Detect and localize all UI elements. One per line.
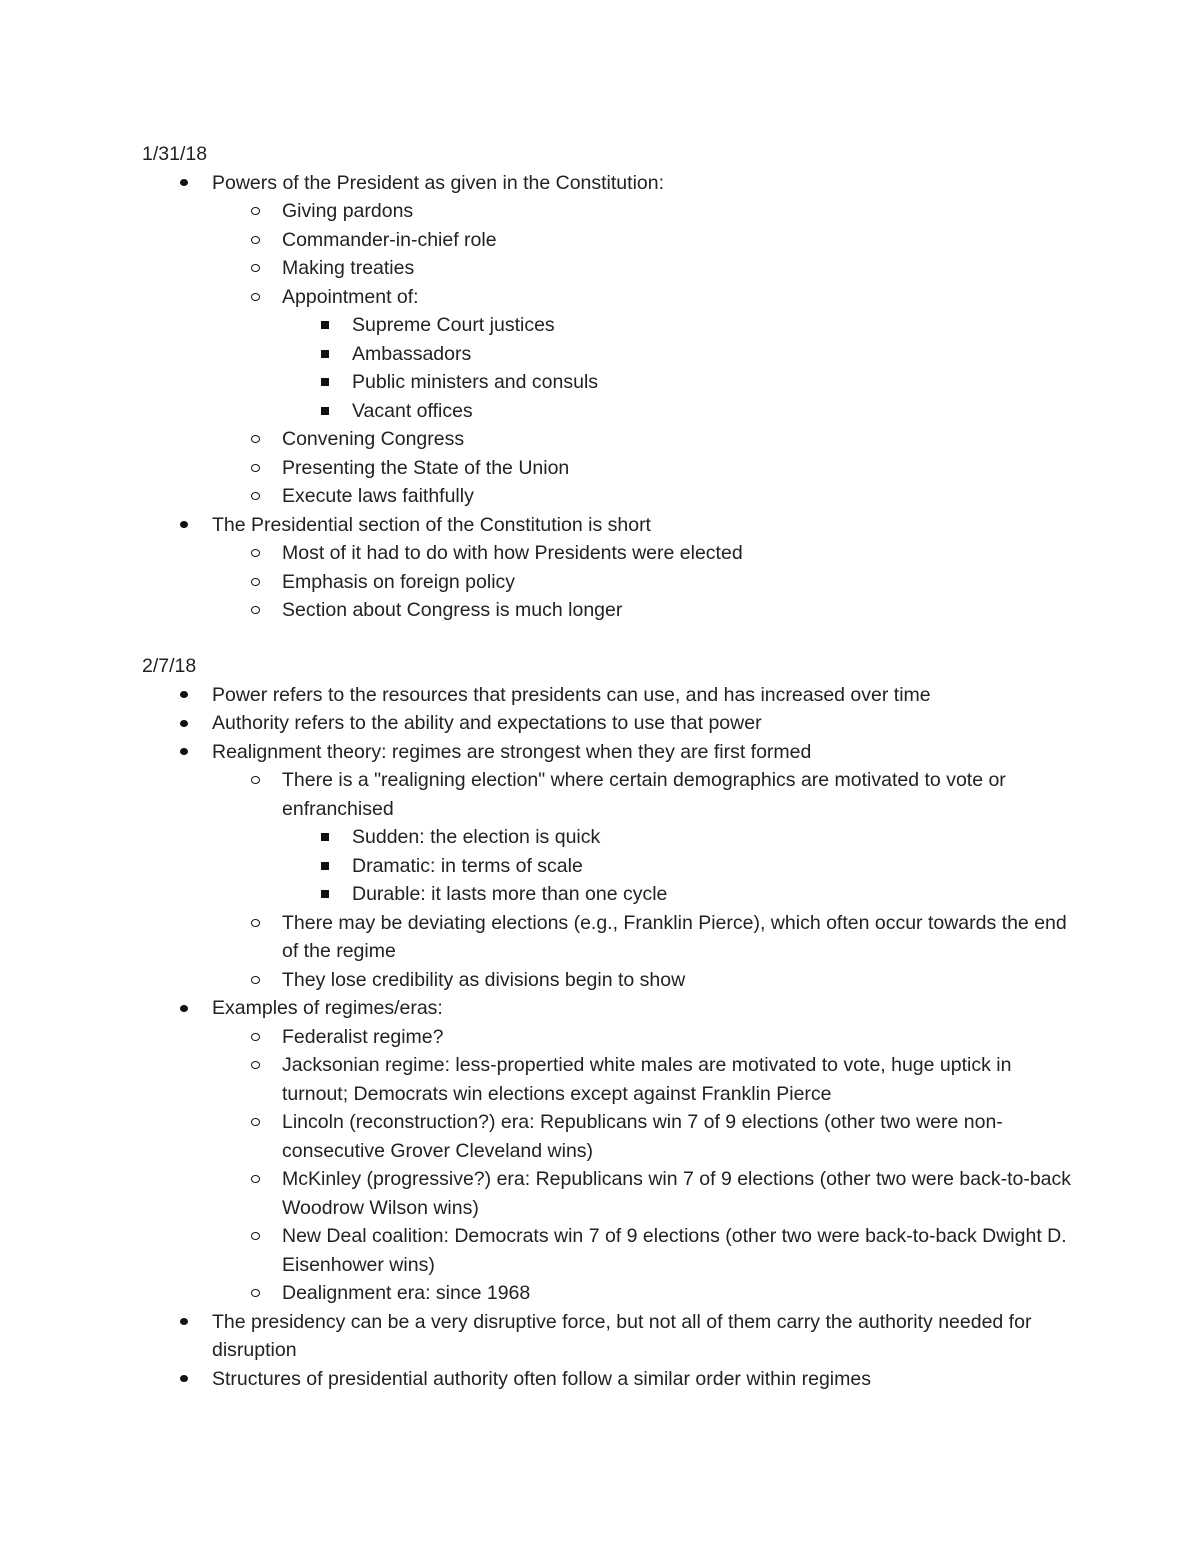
list-item-level-2: [142, 283, 1082, 312]
list-item-text: The Presidential section of the Constitution is short: [212, 513, 651, 536]
filled-square-bullet-icon: [313, 397, 337, 426]
list-item-level-3: [142, 311, 1082, 340]
list-item-level-1: [142, 681, 1082, 710]
list-item-text: Section about Congress is much longer: [282, 599, 623, 621]
list-item-level-3: [142, 880, 1082, 909]
list-item-text: Making treaties: [282, 257, 415, 279]
list-item-level-3: [142, 823, 1082, 852]
hollow-circle-bullet-icon: [243, 425, 267, 454]
filled-disc-bullet-icon: [172, 169, 196, 198]
filled-disc-bullet-icon: [172, 511, 196, 540]
list-item-level-2: [142, 1023, 1082, 1052]
list-item-level-2: [142, 568, 1082, 597]
list-item-text: The presidency can be a very disruptive force, but not all of them carry the authority needed for disruption: [212, 1310, 1032, 1361]
list-item-text: Commander-in-chief role: [282, 228, 497, 251]
list-item-text: Federalist regime?: [282, 1025, 444, 1048]
list-item-text: Examples of regimes/eras:: [212, 997, 443, 1019]
hollow-circle-bullet-icon: [243, 909, 267, 938]
list-item-text: Powers of the President as given in the Constitution:: [212, 171, 665, 194]
list-item-level-2: [142, 1165, 1082, 1222]
list-item-level-2: [142, 1108, 1082, 1165]
list-item-level-3: [142, 340, 1082, 369]
list-item-level-3: [142, 852, 1082, 881]
list-item-text: Sudden: the election is quick: [352, 826, 601, 848]
list-item-level-1: [142, 994, 1082, 1023]
list-item-level-1: [142, 169, 1082, 198]
hollow-circle-bullet-icon: [243, 197, 267, 226]
list-item-level-3: [142, 368, 1082, 397]
hollow-circle-bullet-icon: [243, 539, 267, 568]
list-item-text: Giving pardons: [282, 200, 414, 222]
list-item-level-2: [142, 425, 1082, 454]
filled-disc-bullet-icon: [172, 709, 196, 738]
list-item-level-2: [142, 1222, 1082, 1279]
hollow-circle-bullet-icon: [243, 1023, 267, 1052]
filled-square-bullet-icon: [313, 823, 337, 852]
hollow-circle-bullet-icon: [243, 254, 267, 283]
list-item-text: Jacksonian regime: less-propertied white males are motivated to vote, huge uptick in turnout; Democrats win elections except against Franklin Pierce: [282, 1054, 1012, 1105]
list-item-level-2: [142, 539, 1082, 568]
section-date: 2/7/18: [142, 655, 197, 677]
list-item-level-2: [142, 909, 1082, 966]
list-item-level-1: [142, 1365, 1082, 1394]
notes-section-2: [142, 652, 1082, 1393]
hollow-circle-bullet-icon: [243, 568, 267, 597]
hollow-circle-bullet-icon: [243, 966, 267, 995]
list-item-level-1: [142, 738, 1082, 767]
list-item-text: Structures of presidential authority often follow a similar order within regimes: [212, 1367, 871, 1390]
hollow-circle-bullet-icon: [243, 1165, 267, 1194]
filled-square-bullet-icon: [313, 311, 337, 340]
list-item-text: Power refers to the resources that presidents can use, and has increased over time: [212, 683, 931, 706]
hollow-circle-bullet-icon: [243, 766, 267, 795]
hollow-circle-bullet-icon: [243, 226, 267, 255]
list-item-text: Convening Congress: [282, 428, 465, 450]
filled-disc-bullet-icon: [172, 1365, 196, 1394]
list-item-level-1: [142, 1308, 1082, 1365]
list-item-level-2: [142, 596, 1082, 625]
list-item-text: Public ministers and consuls: [352, 371, 599, 393]
list-item-text: Vacant offices: [352, 399, 473, 422]
list-item-level-2: [142, 226, 1082, 255]
section-date: 1/31/18: [142, 143, 208, 165]
list-item-level-2: [142, 1279, 1082, 1308]
list-item-text: Most of it had to do with how Presidents were elected: [282, 542, 743, 564]
filled-disc-bullet-icon: [172, 994, 196, 1023]
hollow-circle-bullet-icon: [243, 1051, 267, 1080]
hollow-circle-bullet-icon: [243, 1279, 267, 1308]
list-item-text: Realignment theory: regimes are strongest when they are first formed: [212, 740, 812, 763]
hollow-circle-bullet-icon: [243, 283, 267, 312]
list-item-text: Appointment of:: [282, 285, 419, 308]
list-item-level-2: [142, 966, 1082, 995]
hollow-circle-bullet-icon: [243, 482, 267, 511]
hollow-circle-bullet-icon: [243, 454, 267, 483]
list-item-text: Presenting the State of the Union: [282, 456, 570, 479]
hollow-circle-bullet-icon: [243, 1108, 267, 1137]
list-item-text: Dealignment era: since 1968: [282, 1282, 531, 1304]
list-item-text: Lincoln (reconstruction?) era: Republicans win 7 of 9 elections (other two were non-consecutive Grover Cleveland wins): [282, 1111, 1003, 1162]
list-item-text: New Deal coalition: Democrats win 7 of 9 elections (other two were back-to-back Dwight D. Eisenhower wins): [282, 1225, 1067, 1276]
list-item-text: Emphasis on foreign policy: [282, 570, 516, 593]
filled-square-bullet-icon: [313, 340, 337, 369]
list-item-level-1: [142, 511, 1082, 540]
list-item-text: Dramatic: in terms of scale: [352, 854, 583, 877]
filled-disc-bullet-icon: [172, 681, 196, 710]
hollow-circle-bullet-icon: [243, 596, 267, 625]
filled-disc-bullet-icon: [172, 1308, 196, 1337]
list-item-level-2: [142, 766, 1082, 823]
list-item-text: Ambassadors: [352, 342, 472, 365]
list-item-text: There may be deviating elections (e.g., Franklin Pierce), which often occur towards the end of the regime: [282, 911, 1067, 962]
filled-square-bullet-icon: [313, 852, 337, 881]
list-item-text: Authority refers to the ability and expectations to use that power: [212, 712, 762, 734]
list-item-text: Durable: it lasts more than one cycle: [352, 883, 668, 905]
list-item-text: McKinley (progressive?) era: Republicans win 7 of 9 elections (other two were back-to-back Woodrow Wilson wins): [282, 1168, 1072, 1219]
list-item-text: They lose credibility as divisions begin to show: [282, 968, 686, 991]
list-item-level-1: [142, 709, 1082, 738]
list-item-level-2: [142, 482, 1082, 511]
bullet-list: [142, 681, 1082, 1394]
bullet-list: [142, 169, 1082, 625]
hollow-circle-bullet-icon: [243, 1222, 267, 1251]
filled-square-bullet-icon: [313, 880, 337, 909]
list-item-text: There is a "realigning election" where certain demographics are motivated to vote or enfranchised: [282, 769, 1006, 820]
list-item-level-3: [142, 397, 1082, 426]
list-item-level-2: [142, 454, 1082, 483]
list-item-text: Execute laws faithfully: [282, 485, 474, 507]
filled-disc-bullet-icon: [172, 738, 196, 767]
list-item-level-2: [142, 1051, 1082, 1108]
list-item-level-2: [142, 197, 1082, 226]
list-item-level-2: [142, 254, 1082, 283]
notes-section-1: [142, 140, 1082, 625]
list-item-text: Supreme Court justices: [352, 314, 555, 336]
filled-square-bullet-icon: [313, 368, 337, 397]
